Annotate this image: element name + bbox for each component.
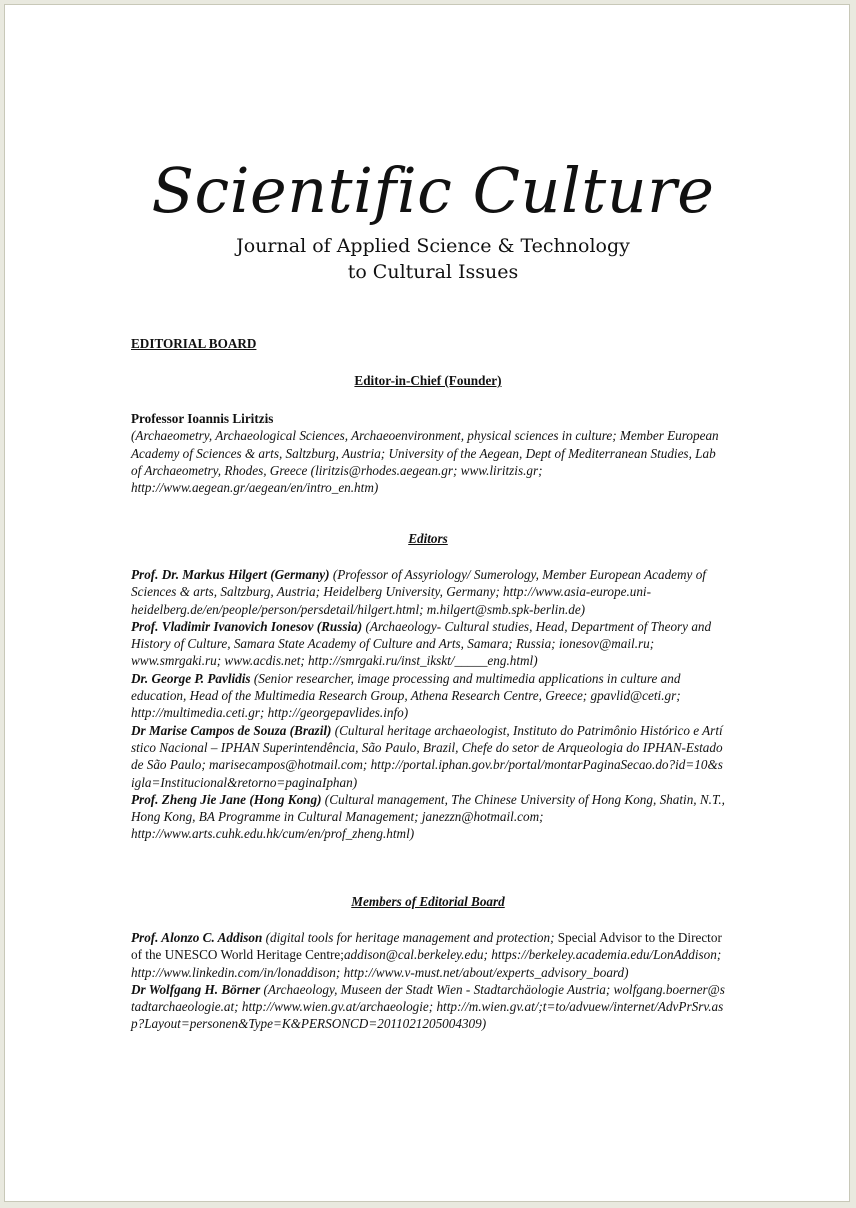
editor-in-chief-heading: Editor-in-Chief (Founder) xyxy=(354,373,502,388)
editor-name: Dr Marise Campos de Souza (Brazil) xyxy=(131,722,332,738)
member-details: (Archaeology, Museen der Stadt Wien - Stadtarchäologie Austria; wolfgang.boerner@stadtarchaeologie.at; http://www.wien.gv.at/archaeologie; http://m.wien.gv.at/;t=to/advuew/internet/AdvPrSrv.asp?Layout=personen&Type=K&PERSONCD=2011021205004309) xyxy=(131,981,725,1032)
member-details: (digital tools for heritage management and protection; xyxy=(262,930,558,945)
editor-name: Prof. Dr. Markus Hilgert (Germany) xyxy=(131,567,330,582)
editorial-board-heading: EDITORIAL BOARD xyxy=(131,336,257,351)
editor-in-chief-details: (Archaeometry, Archaeological Sciences, Archaeoenvironment, physical sciences in culture; Member European Academy of Sciences & arts, Saltzburg, Austria; University of the Aegean, Dept of Mediterranean Studies, Lab of Archaeometry, Rhodes, Greece (liritzis@rhodes.aegean.gr; www.liritzis.gr; http://www.aegean.gr/aegean/en/intro_en.htm) xyxy=(131,428,719,496)
editor-in-chief-name: Professor Ioannis Liritzis xyxy=(131,411,274,426)
editor-details: (Senior researcher, image processing and multimedia applications in culture and education, Head of the Multimedia Research Group, Athena Research Centre, Greece; gpavlid@ceti.gr; http://multimedia.ceti.gr; http://georgepavlides.info) xyxy=(131,670,681,721)
editor-in-chief-entry xyxy=(131,410,725,496)
editor-details: (Archaeology- Cultural studies, Head, Department of Theory and History of Culture, Samara State Academy of Culture and Arts, Samara; Russia; ionesov@mail.ru; www.smrgaki.ru; www.acdis.net; http://smrgaki.ru/inst_ikskt/_____eng.html) xyxy=(131,618,712,669)
member-entry xyxy=(131,981,725,1033)
editor-name: Dr. George P. Pavlidis xyxy=(131,670,251,686)
member-role: Special Advisor to the Director of the UNESCO World Heritage Centre; xyxy=(131,930,722,963)
editor-entry xyxy=(131,618,725,670)
editor-name: Prof. Vladimir Ivanovich Ionesov (Russia) xyxy=(131,618,363,634)
editor-details: (Cultural heritage archaeologist, Instituto do Patrimônio Histórico e Artístico Nacional – IPHAN Superintendência, São Paulo, Brazil, Chefe do setor de Arqueologia do IPHAN-Estado de São Paulo; marisecampos@hotmail.com; http://portal.iphan.gov.br/portal/montarPaginaSecao.do?id=10&sigla=Institucional&retorno=paginaIphan) xyxy=(131,722,723,790)
members-list xyxy=(131,929,725,1033)
journal-title: Scientific Culture xyxy=(151,154,715,227)
editor-entry xyxy=(131,566,725,618)
editor-details: (Professor of Assyriology/ Sumerology, Member European Academy of Sciences & arts, Saltzburg, Austria; Heidelberg University, Germany; http://www.asia-europe.uni-heidelberg.de/en/people/person/persdetail/hilgert.html; m.hilgert@smb.spk-berlin.de) xyxy=(131,567,706,617)
member-entry xyxy=(131,929,725,981)
editor-name: Prof. Zheng Jie Jane (Hong Kong) xyxy=(131,791,322,807)
editors-list xyxy=(131,566,725,843)
journal-subtitle xyxy=(5,233,856,285)
editor-details: (Cultural management, The Chinese University of Hong Kong, Shatin, N.T., Hong Kong, BA Programme in Cultural Management; janezzn@hotmail.com; http://www.arts.cuhk.edu.hk/cum/en/prof_zheng.html) xyxy=(131,791,725,842)
editor-entry xyxy=(131,722,725,791)
member-name: Prof. Alonzo C. Addison xyxy=(131,930,263,945)
subtitle-line-2: to Cultural Issues xyxy=(347,261,519,283)
member-name: Dr Wolfgang H. Börner xyxy=(131,981,261,997)
editor-entry xyxy=(131,670,725,722)
editor-entry xyxy=(131,791,725,843)
member-details-contact: addison@cal.berkeley.edu; https://berkeley.academia.edu/LonAddison; http://www.linkedin.com/in/lonaddison; http://www.v-must.net/about/experts_advisory_board) xyxy=(131,947,722,980)
editors-heading: Editors xyxy=(408,531,448,546)
subtitle-line-1: Journal of Applied Science & Technology xyxy=(236,235,630,257)
members-heading: Members of Editorial Board xyxy=(351,894,505,909)
